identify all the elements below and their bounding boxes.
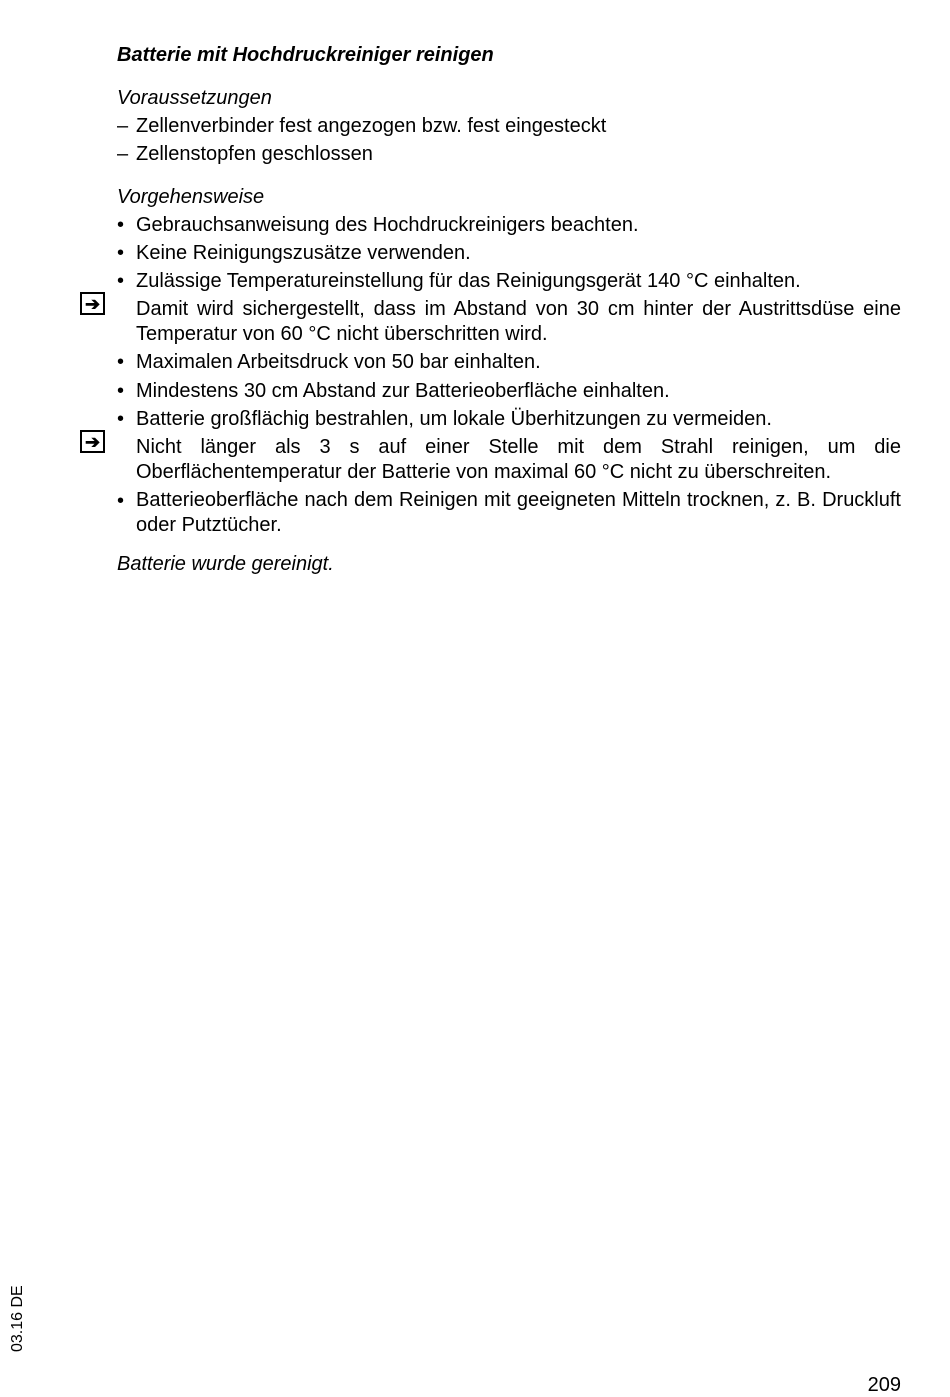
note-text: Damit wird sichergestellt, dass im Abstand von 30 cm hinter der Austrittsdüse eine Temperatur von 60 °C nicht überschritten wird. <box>136 298 901 345</box>
procedure-heading: Vorgehensweise <box>117 186 265 208</box>
bullet-marker: • <box>117 270 125 292</box>
bullet-marker: • <box>117 490 125 512</box>
bullet-marker: • <box>117 214 125 236</box>
prerequisite-item <box>117 141 901 167</box>
footer-date: 03.16 DE <box>9 1285 26 1352</box>
step-text: Keine Reinigungszusätze verwenden. <box>136 242 471 264</box>
procedure-step <box>117 268 901 294</box>
bullet-marker: • <box>117 242 125 264</box>
bullet-marker: • <box>117 351 125 373</box>
result-text: Batterie wurde gereinigt. <box>117 553 334 575</box>
prerequisites-heading: Voraussetzungen <box>117 87 272 109</box>
bullet-marker: • <box>117 408 125 430</box>
page-number: 209 <box>867 1374 901 1396</box>
step-text: Zulässige Temperatureinstellung für das Reinigungsgerät 140 °C einhalten. <box>136 270 801 292</box>
prerequisite-item <box>117 113 901 139</box>
procedure-step <box>117 488 901 538</box>
arrow-right-icon: ➔ <box>80 430 105 453</box>
step-text: Maximalen Arbeitsdruck von 50 bar einhalten. <box>136 351 541 373</box>
bullet-marker: • <box>117 380 125 402</box>
prerequisite-text: Zellenstopfen geschlossen <box>136 143 373 165</box>
procedure-step <box>117 240 901 266</box>
step-text: Batterieoberfläche nach dem Reinigen mit geeigneten Mitteln trocknen, z. B. Druckluft oder Putztücher. <box>136 489 901 536</box>
step-text: Mindestens 30 cm Abstand zur Batterieoberfläche einhalten. <box>136 380 670 402</box>
step-text: Gebrauchsanweisung des Hochdruckreinigers beachten. <box>136 214 639 236</box>
procedure-step <box>117 406 901 432</box>
dash-marker: – <box>117 115 129 137</box>
procedure-step <box>117 349 901 375</box>
section-title: Batterie mit Hochdruckreiniger reinigen <box>117 44 494 66</box>
procedure-step <box>117 212 901 238</box>
dash-marker: – <box>117 143 129 165</box>
step-text: Batterie großflächig bestrahlen, um lokale Überhitzungen zu vermeiden. <box>136 408 772 430</box>
prerequisite-text: Zellenverbinder fest angezogen bzw. fest eingesteckt <box>136 115 607 137</box>
procedure-step <box>117 378 901 404</box>
arrow-right-icon: ➔ <box>80 292 105 315</box>
note-text: Nicht länger als 3 s auf einer Stelle mit dem Strahl reinigen, um die Oberflächentemperatur der Batterie von maximal 60 °C nicht zu überschreiten. <box>136 436 901 483</box>
